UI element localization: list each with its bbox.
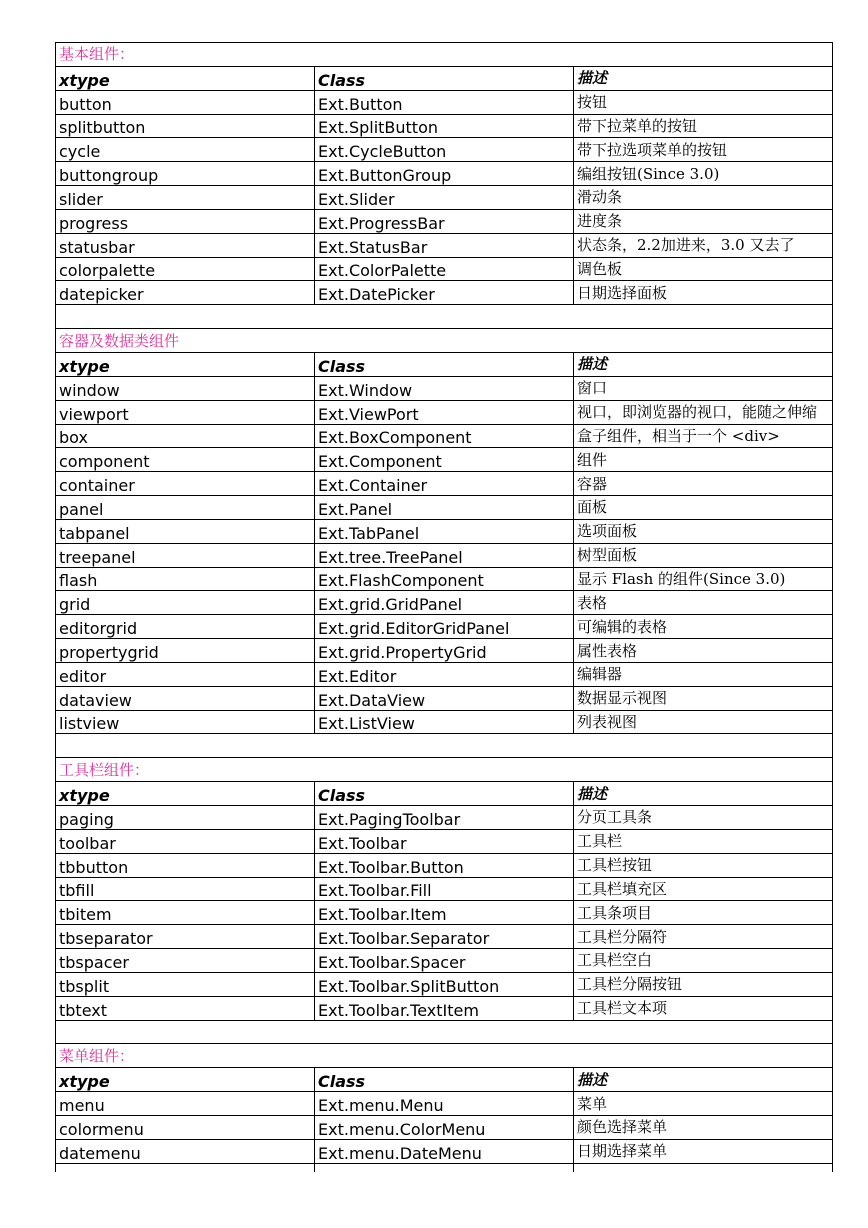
section-title-row (56, 43, 833, 67)
desc-cell: 状态条，2.2加进来，3.0 又去了 (574, 233, 833, 257)
desc-cell: 工具栏填充区 (574, 877, 833, 901)
class-cell: Ext.grid.EditorGridPanel (315, 615, 574, 639)
table-row (56, 138, 833, 162)
class-cell: Ext.Toolbar.Item (315, 901, 574, 925)
table-row (56, 686, 833, 710)
xtype-cell: tbbutton (56, 853, 315, 877)
table-row (56, 90, 833, 114)
xtype-cell: paging (56, 806, 315, 830)
class-cell: Ext.SplitButton (315, 114, 574, 138)
class-cell: Ext.Toolbar.TextItem (315, 996, 574, 1020)
cut-cell (315, 1163, 574, 1172)
desc-cell: 工具栏分隔按钮 (574, 972, 833, 996)
class-cell: Ext.DatePicker (315, 281, 574, 305)
table-row (56, 519, 833, 543)
desc-cell: 组件 (574, 448, 833, 472)
section-title: 容器及数据类组件 (56, 329, 833, 353)
header-row (56, 352, 833, 376)
class-cell: Ext.ProgressBar (315, 209, 574, 233)
header-class: Class (315, 1068, 574, 1092)
xtype-cell: datemenu (56, 1139, 315, 1163)
table-row (56, 925, 833, 949)
table-row (56, 996, 833, 1020)
table-row (56, 496, 833, 520)
table-row (56, 710, 833, 734)
desc-cell: 带下拉选项菜单的按钮 (574, 138, 833, 162)
table-row (56, 639, 833, 663)
table-row (56, 186, 833, 210)
desc-cell: 树型面板 (574, 543, 833, 567)
xtype-cell: editor (56, 662, 315, 686)
section-title-row (56, 329, 833, 353)
class-cell: Ext.FlashComponent (315, 567, 574, 591)
xtype-cell: treepanel (56, 543, 315, 567)
class-cell: Ext.grid.PropertyGrid (315, 639, 574, 663)
header-class: Class (315, 66, 574, 90)
desc-cell: 调色板 (574, 257, 833, 281)
xtype-cell: tbitem (56, 901, 315, 925)
desc-cell: 工具条项目 (574, 901, 833, 925)
table-row (56, 114, 833, 138)
desc-cell: 工具栏分隔符 (574, 925, 833, 949)
class-cell: Ext.Button (315, 90, 574, 114)
class-cell: Ext.Toolbar.Fill (315, 877, 574, 901)
xtype-cell: tbspacer (56, 949, 315, 973)
xtype-cell: buttongroup (56, 162, 315, 186)
xtype-cell: viewport (56, 400, 315, 424)
xtype-cell: editorgrid (56, 615, 315, 639)
table-row (56, 972, 833, 996)
header-xtype: xtype (56, 66, 315, 90)
desc-cell: 菜单 (574, 1092, 833, 1116)
desc-cell: 日期选择菜单 (574, 1139, 833, 1163)
class-cell: Ext.DataView (315, 686, 574, 710)
class-cell: Ext.Editor (315, 662, 574, 686)
class-cell: Ext.Slider (315, 186, 574, 210)
desc-cell: 可编辑的表格 (574, 615, 833, 639)
class-cell: Ext.Toolbar.Spacer (315, 949, 574, 973)
table-row (56, 400, 833, 424)
table-row (56, 949, 833, 973)
desc-cell: 面板 (574, 496, 833, 520)
section-title: 菜单组件： (56, 1044, 833, 1068)
class-cell: Ext.ButtonGroup (315, 162, 574, 186)
desc-cell: 工具栏按钮 (574, 853, 833, 877)
class-cell: Ext.Toolbar (315, 829, 574, 853)
desc-cell: 数据显示视图 (574, 686, 833, 710)
xtype-cell: listview (56, 710, 315, 734)
xtype-cell: component (56, 448, 315, 472)
desc-cell: 显示 Flash 的组件(Since 3.0) (574, 567, 833, 591)
desc-cell: 表格 (574, 591, 833, 615)
class-cell: Ext.ViewPort (315, 400, 574, 424)
header-desc: 描述 (574, 1068, 833, 1092)
header-xtype: xtype (56, 782, 315, 806)
desc-cell: 进度条 (574, 209, 833, 233)
class-cell: Ext.menu.ColorMenu (315, 1115, 574, 1139)
desc-cell: 视口，即浏览器的视口，能随之伸缩 (574, 400, 833, 424)
xtype-cell: splitbutton (56, 114, 315, 138)
desc-cell: 属性表格 (574, 639, 833, 663)
class-cell: Ext.menu.DateMenu (315, 1139, 574, 1163)
section-title-row (56, 1044, 833, 1068)
blank-row (56, 1020, 833, 1044)
table-row (56, 615, 833, 639)
table-row (56, 877, 833, 901)
class-cell: Ext.Component (315, 448, 574, 472)
xtype-cell: statusbar (56, 233, 315, 257)
xtype-cell: button (56, 90, 315, 114)
header-class: Class (315, 782, 574, 806)
spreadsheet (55, 42, 833, 1172)
xtype-cell: tbseparator (56, 925, 315, 949)
header-desc: 描述 (574, 352, 833, 376)
xtype-cell: grid (56, 591, 315, 615)
desc-cell: 编辑器 (574, 662, 833, 686)
table-row (56, 901, 833, 925)
desc-cell: 滑动条 (574, 186, 833, 210)
table-row (56, 1139, 833, 1163)
table-row (56, 257, 833, 281)
xtype-cell: box (56, 424, 315, 448)
header-row (56, 1068, 833, 1092)
class-cell: Ext.Toolbar.Separator (315, 925, 574, 949)
xtype-cell: menu (56, 1092, 315, 1116)
header-xtype: xtype (56, 352, 315, 376)
table-row (56, 209, 833, 233)
blank-cell (56, 734, 833, 758)
header-row (56, 66, 833, 90)
desc-cell: 分页工具条 (574, 806, 833, 830)
cut-off-row (56, 1163, 833, 1172)
xtype-cell: window (56, 376, 315, 400)
table-row (56, 806, 833, 830)
class-cell: Ext.BoxComponent (315, 424, 574, 448)
table-row (56, 281, 833, 305)
desc-cell: 日期选择面板 (574, 281, 833, 305)
xtype-cell: colormenu (56, 1115, 315, 1139)
cut-cell (56, 1163, 315, 1172)
table-row (56, 162, 833, 186)
table-row (56, 424, 833, 448)
table-row (56, 448, 833, 472)
xtype-cell: flash (56, 567, 315, 591)
class-cell: Ext.Toolbar.Button (315, 853, 574, 877)
xtype-cell: tbfill (56, 877, 315, 901)
desc-cell: 工具栏文本项 (574, 996, 833, 1020)
table-body (56, 43, 833, 1172)
xtype-cell: toolbar (56, 829, 315, 853)
desc-cell: 编组按钮(Since 3.0) (574, 162, 833, 186)
table-row (56, 1115, 833, 1139)
header-class: Class (315, 352, 574, 376)
class-cell: Ext.ListView (315, 710, 574, 734)
blank-row (56, 305, 833, 329)
header-xtype: xtype (56, 1068, 315, 1092)
header-row (56, 782, 833, 806)
desc-cell: 带下拉菜单的按钮 (574, 114, 833, 138)
xtype-cell: dataview (56, 686, 315, 710)
desc-cell: 盒子组件，相当于一个 <div> (574, 424, 833, 448)
desc-cell: 列表视图 (574, 710, 833, 734)
xtype-cell: tbsplit (56, 972, 315, 996)
header-desc: 描述 (574, 66, 833, 90)
table-row (56, 853, 833, 877)
section-title: 工具栏组件： (56, 758, 833, 782)
cut-cell (574, 1163, 833, 1172)
xtype-cell: progress (56, 209, 315, 233)
xtype-cell: propertygrid (56, 639, 315, 663)
xtype-cell: tabpanel (56, 519, 315, 543)
table-row (56, 1092, 833, 1116)
class-cell: Ext.Container (315, 472, 574, 496)
table-row (56, 543, 833, 567)
xtype-cell: colorpalette (56, 257, 315, 281)
section-title-row (56, 758, 833, 782)
desc-cell: 工具栏空白 (574, 949, 833, 973)
table-row (56, 472, 833, 496)
class-cell: Ext.Panel (315, 496, 574, 520)
header-desc: 描述 (574, 782, 833, 806)
section-title: 基本组件： (56, 43, 833, 67)
table-row (56, 591, 833, 615)
desc-cell: 选项面板 (574, 519, 833, 543)
class-cell: Ext.tree.TreePanel (315, 543, 574, 567)
xtype-cell: tbtext (56, 996, 315, 1020)
desc-cell: 窗口 (574, 376, 833, 400)
xtype-table (55, 42, 833, 1172)
table-row (56, 662, 833, 686)
class-cell: Ext.CycleButton (315, 138, 574, 162)
class-cell: Ext.Toolbar.SplitButton (315, 972, 574, 996)
class-cell: Ext.menu.Menu (315, 1092, 574, 1116)
class-cell: Ext.grid.GridPanel (315, 591, 574, 615)
desc-cell: 按钮 (574, 90, 833, 114)
table-row (56, 567, 833, 591)
blank-cell (56, 305, 833, 329)
desc-cell: 工具栏 (574, 829, 833, 853)
class-cell: Ext.TabPanel (315, 519, 574, 543)
table-row (56, 376, 833, 400)
class-cell: Ext.ColorPalette (315, 257, 574, 281)
class-cell: Ext.Window (315, 376, 574, 400)
table-row (56, 829, 833, 853)
xtype-cell: container (56, 472, 315, 496)
class-cell: Ext.StatusBar (315, 233, 574, 257)
class-cell: Ext.PagingToolbar (315, 806, 574, 830)
xtype-cell: panel (56, 496, 315, 520)
desc-cell: 颜色选择菜单 (574, 1115, 833, 1139)
xtype-cell: slider (56, 186, 315, 210)
table-row (56, 233, 833, 257)
xtype-cell: datepicker (56, 281, 315, 305)
blank-cell (56, 1020, 833, 1044)
xtype-cell: cycle (56, 138, 315, 162)
desc-cell: 容器 (574, 472, 833, 496)
blank-row (56, 734, 833, 758)
